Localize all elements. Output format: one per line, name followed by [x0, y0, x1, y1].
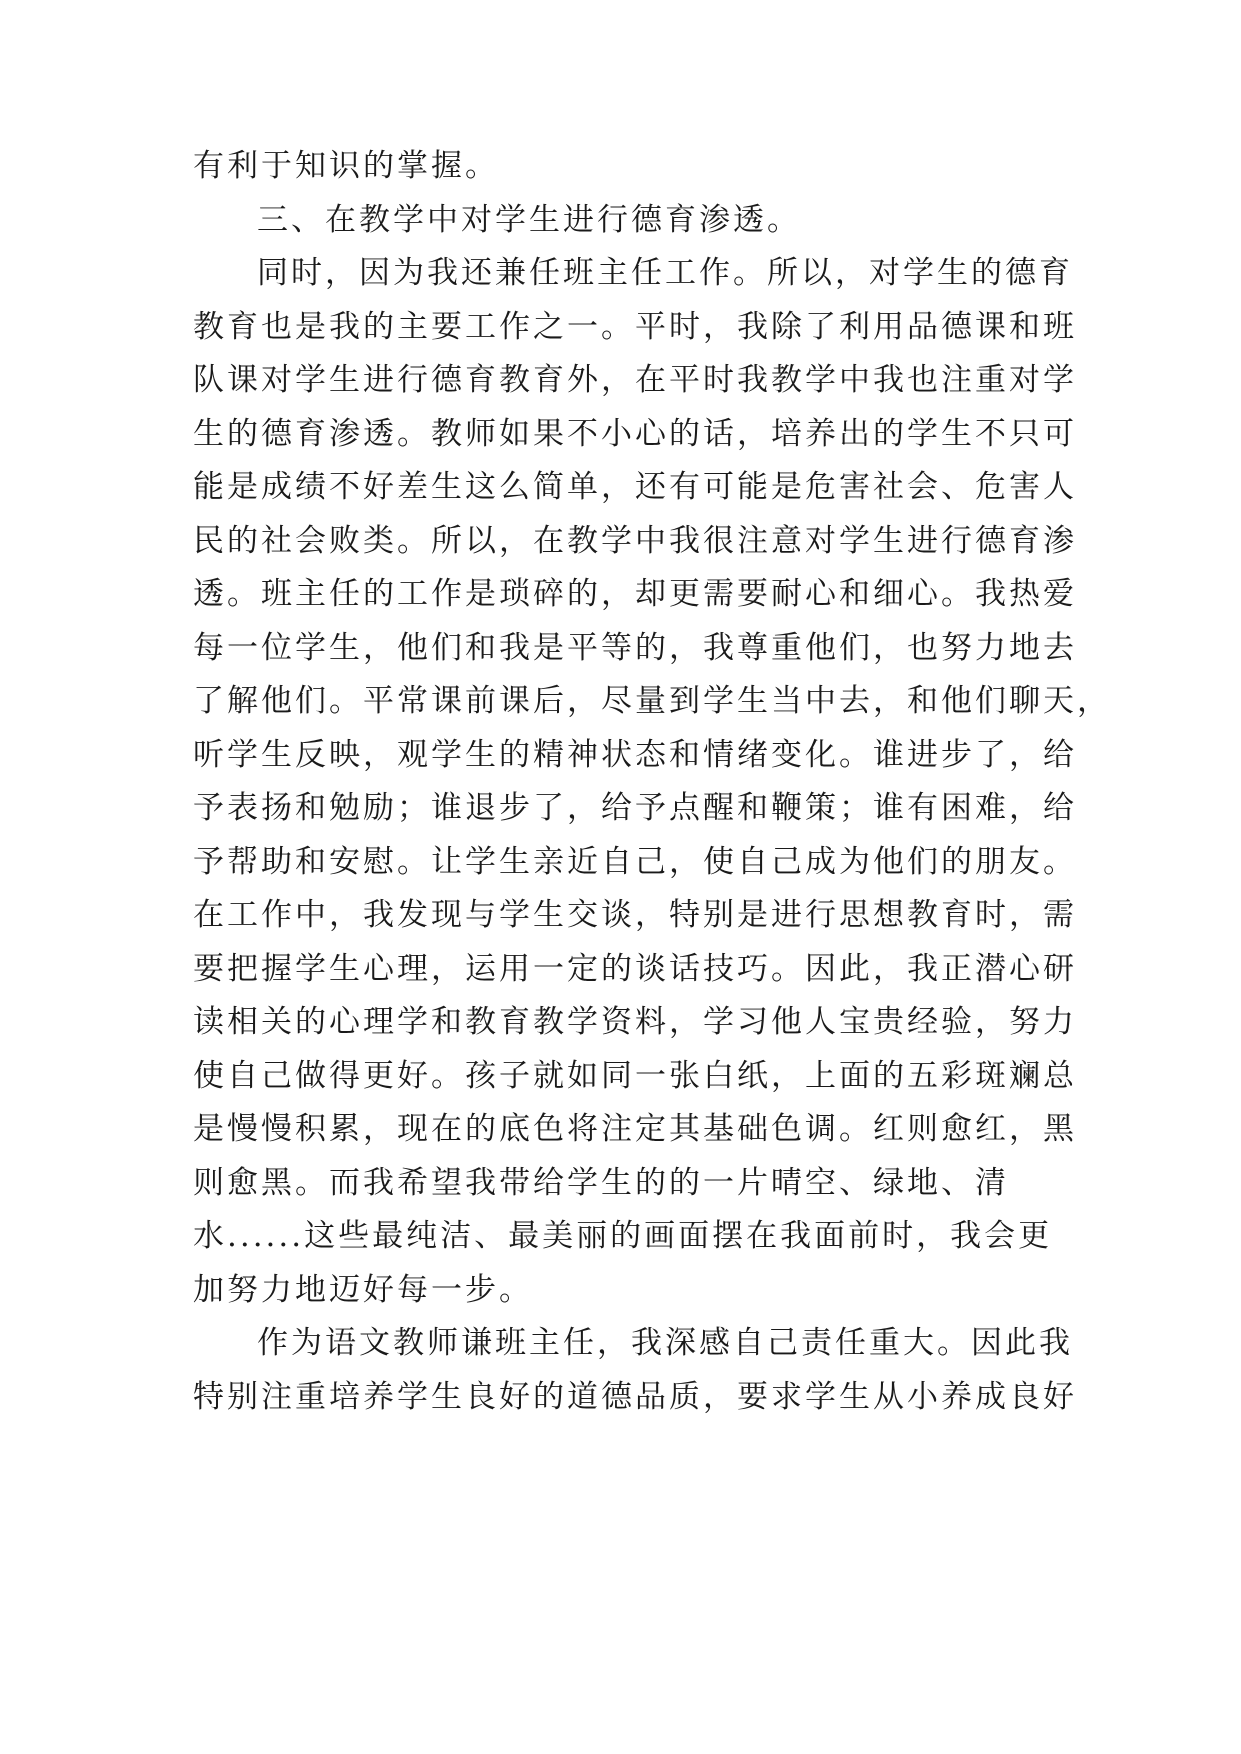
text-line-12: 听学生反映，观学生的精神状态和情绪变化。谁进步了，给 [193, 737, 1077, 773]
text-line-16: 要把握学生心理，运用一定的谈话技巧。因此，我正潜心研 [193, 951, 1077, 987]
text-line-14: 予帮助和安慰。让学生亲近自己，使自己成为他们的朋友。 [193, 844, 1077, 880]
text-line-10: 每一位学生，他们和我是平等的，我尊重他们，也努力地去 [193, 630, 1077, 666]
text-line-15: 在工作中，我发现与学生交谈，特别是进行思想教育时，需 [193, 897, 1077, 933]
text-line-19: 是慢慢积累，现在的底色将注定其基础色调。红则愈红，黑 [193, 1111, 1077, 1147]
text-line-6: 生的德育渗透。教师如果不小心的话，培养出的学生不只可 [193, 416, 1077, 452]
text-line-1: 有利于知识的掌握。 [193, 148, 499, 184]
text-line-18: 使自己做得更好。孩子就如同一张白纸，上面的五彩斑斓总 [193, 1058, 1077, 1094]
text-line-9: 透。班主任的工作是琐碎的，却更需要耐心和细心。我热爱 [193, 576, 1077, 612]
text-line-11: 了解他们。平常课前课后，尽量到学生当中去，和他们聊天， [193, 683, 1111, 719]
section-heading: 三、在教学中对学生进行德育渗透。 [257, 202, 801, 238]
text-line-24: 特别注重培养学生良好的道德品质，要求学生从小养成良好 [193, 1379, 1077, 1415]
text-line-21: 水......这些最纯洁、最美丽的画面摆在我面前时，我会更 [193, 1218, 1053, 1254]
text-line-4: 教育也是我的主要工作之一。平时，我除了利用品德课和班 [193, 309, 1077, 345]
text-line-3: 同时，因为我还兼任班主任工作。所以，对学生的德育 [257, 255, 1073, 291]
text-line-20: 则愈黑。而我希望我带给学生的的一片晴空、绿地、清 [193, 1165, 1009, 1201]
text-line-7: 能是成绩不好差生这么简单，还有可能是危害社会、危害人 [193, 469, 1077, 505]
text-line-23: 作为语文教师谦班主任，我深感自己责任重大。因此我 [257, 1325, 1073, 1361]
text-line-5: 队课对学生进行德育教育外，在平时我教学中我也注重对学 [193, 362, 1077, 398]
text-line-17: 读相关的心理学和教育教学资料，学习他人宝贵经验，努力 [193, 1004, 1077, 1040]
text-line-8: 民的社会败类。所以，在教学中我很注意对学生进行德育渗 [193, 523, 1077, 559]
text-line-13: 予表扬和勉励；谁退步了，给予点醒和鞭策；谁有困难，给 [193, 790, 1077, 826]
text-line-22: 加努力地迈好每一步。 [193, 1272, 533, 1308]
